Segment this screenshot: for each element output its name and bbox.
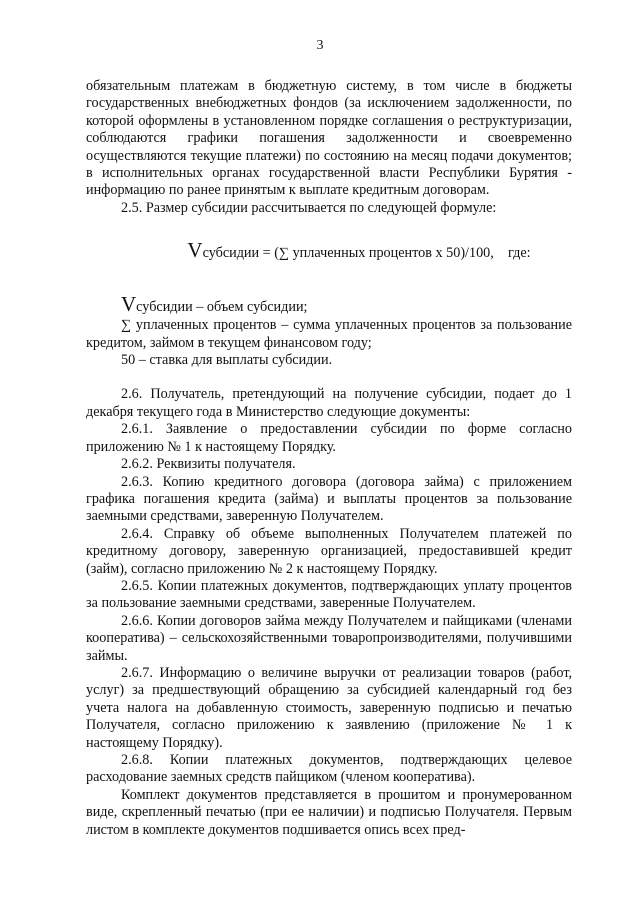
paragraph-2-6-7: 2.6.7. Информацию о величине выручки от реализации товаров (работ, услуг) за предшествующий обращению за субсидией календарный год без учета налога на добавленную стоимость, заверенную подписью и печатью Получателя, согласно приложению к заявлению (приложение № 1 к настоящему Порядку).	[86, 664, 572, 751]
definition-v-symbol: V	[121, 292, 137, 317]
definition-rate: 50 – ставка для выплаты субсидии.	[121, 352, 333, 369]
paragraph-2-6-1: 2.6.1. Заявление о предоставлении субсидии по форме согласно приложению № 1 к настоящему Порядку.	[86, 421, 572, 455]
definition-v	[86, 294, 572, 317]
definition-v-text: субсидии – объем субсидии;	[136, 299, 308, 316]
paragraph-2-6-8: 2.6.8. Копии платежных документов, подтверждающих целевое расходование заемных средств пайщиком (членом кооператива).	[86, 752, 572, 786]
paragraph-2-6-6: 2.6.6. Копии договоров займа между Получателем и пайщиками (членами кооператива) – сельскохозяйственными товаропроизводителями, получившими займы.	[86, 612, 572, 664]
paragraph-2-6-3: 2.6.3. Копию кредитного договора (договора займа) с приложением графика погашения кредита (займа) и выплаты процентов за пользование заемными средствами, заверенную Получателем.	[86, 473, 572, 525]
paragraph-2-6: 2.6. Получатель, претендующий на получение субсидии, подает до 1 декабря текущего года в Министерство следующие документы:	[86, 386, 572, 420]
definition-sum: ∑ уплаченных процентов – сумма уплаченных процентов за пользование кредитом, займом в текущем финансовом году;	[86, 317, 572, 351]
subsidy-formula	[86, 239, 572, 264]
paragraph-2-6-4: 2.6.4. Справку об объеме выполненных Получателем платежей по кредитному договору, заверенную организацией, предоставившей кредит (займ), согласно приложению № 2 к настоящему Порядку.	[86, 525, 572, 577]
document-body	[86, 78, 572, 839]
paragraph-package: Комплект документов представляется в прошитом и пронумерованном виде, скрепленный печатью (при ее наличии) и подписью Получателя. Первым листом в комплекте документов подшивается опись всех пред-	[86, 786, 572, 838]
paragraph-continuation: обязательным платежам в бюджетную систему, в том числе в бюджеты государственных внебюджетных фондов (за исключением задолженности, по которой оформлены в установленном порядке соглашения о реструктуризации, соблюдаются графики погашения задолженности и своевременно осуществляются текущие платежи) по состоянию на месяц подачи документов; в исполнительных органах государственной власти Республики Бурятия - информацию по ранее принятым к выплате кредитным договорам.	[86, 78, 572, 199]
paragraph-2-5: 2.5. Размер субсидии рассчитывается по следующей формуле:	[121, 199, 497, 216]
page-number: 3	[316, 38, 324, 53]
paragraph-2-6-5: 2.6.5. Копии платежных документов, подтверждающих уплату процентов за пользование заемными средствами, заверенные Получателем.	[86, 577, 572, 612]
formula-where: где:	[508, 245, 531, 262]
formula-expression: субсидии = (∑ уплаченных процентов х 50)/100,	[202, 245, 494, 262]
paragraph-2-6-2: 2.6.2. Реквизиты получателя.	[121, 456, 296, 473]
formula-v-symbol: V	[187, 238, 203, 263]
